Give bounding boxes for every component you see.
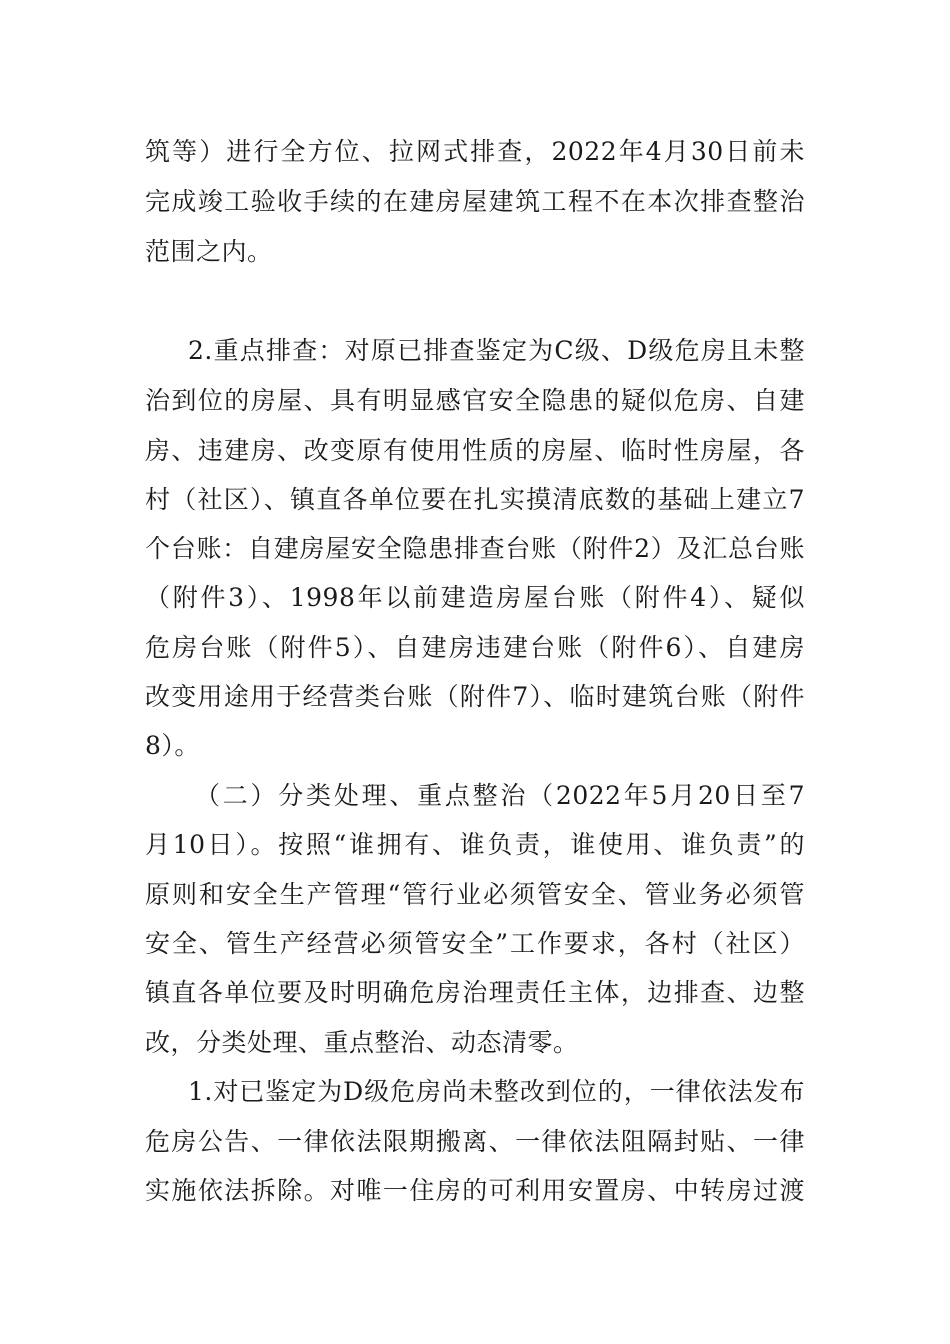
text-line: 房、违建房、改变原有使用性质的房屋、临时性房屋，各: [145, 436, 805, 465]
text-line: 8）。: [145, 731, 200, 760]
text-line: 个台账：自建房屋安全隐患排查台账（附件2）及汇总台账: [145, 534, 805, 563]
text-line: 1.对已鉴定为D级危房尚未整改到位的，一律依法发布: [188, 1077, 805, 1106]
text-line: 实施依法拆除。对唯一住房的可利用安置房、中转房过渡: [145, 1176, 805, 1205]
text-line: 范围之内。: [145, 237, 273, 266]
text-line: 2.重点排查：对原已排查鉴定为C级、D级危房且未整: [188, 336, 805, 365]
text-line: 镇直各单位要及时明确危房治理责任主体，边排查、边整: [145, 978, 805, 1007]
text-line: 完成竣工验收手续的在建房屋建筑工程不在本次排查整治: [145, 187, 805, 216]
text-line: 原则和安全生产管理“管行业必须管安全、管业务必须管: [145, 880, 805, 909]
text-line: 治到位的房屋、具有明显感官安全隐患的疑似危房、自建: [145, 386, 805, 415]
text-line: 月10日）。按照“谁拥有、谁负责，谁使用、谁负责”的: [145, 830, 805, 859]
text-line: 筑等）进行全方位、拉网式排查，2022年4月30日前未: [145, 137, 805, 166]
text-line: 安全、管生产经营必须管安全”工作要求，各村（社区）: [145, 929, 805, 958]
text-line: （二）分类处理、重点整治（2022年5月20日至7: [195, 781, 805, 810]
text-line: 危房台账（附件5）、自建房违建台账（附件6）、自建房: [145, 633, 805, 662]
text-line: 危房公告、一律依法限期搬离、一律依法阻隔封贴、一律: [145, 1127, 805, 1156]
text-line: （附件3）、1998年以前建造房屋台账（附件4）、疑似: [145, 583, 805, 612]
text-line: 改，分类处理、重点整治、动态清零。: [145, 1028, 579, 1057]
text-line: 改变用途用于经营类台账（附件7）、临时建筑台账（附件: [145, 682, 805, 711]
text-line: 村（社区）、镇直各单位要在扎实摸清底数的基础上建立7: [145, 485, 805, 514]
